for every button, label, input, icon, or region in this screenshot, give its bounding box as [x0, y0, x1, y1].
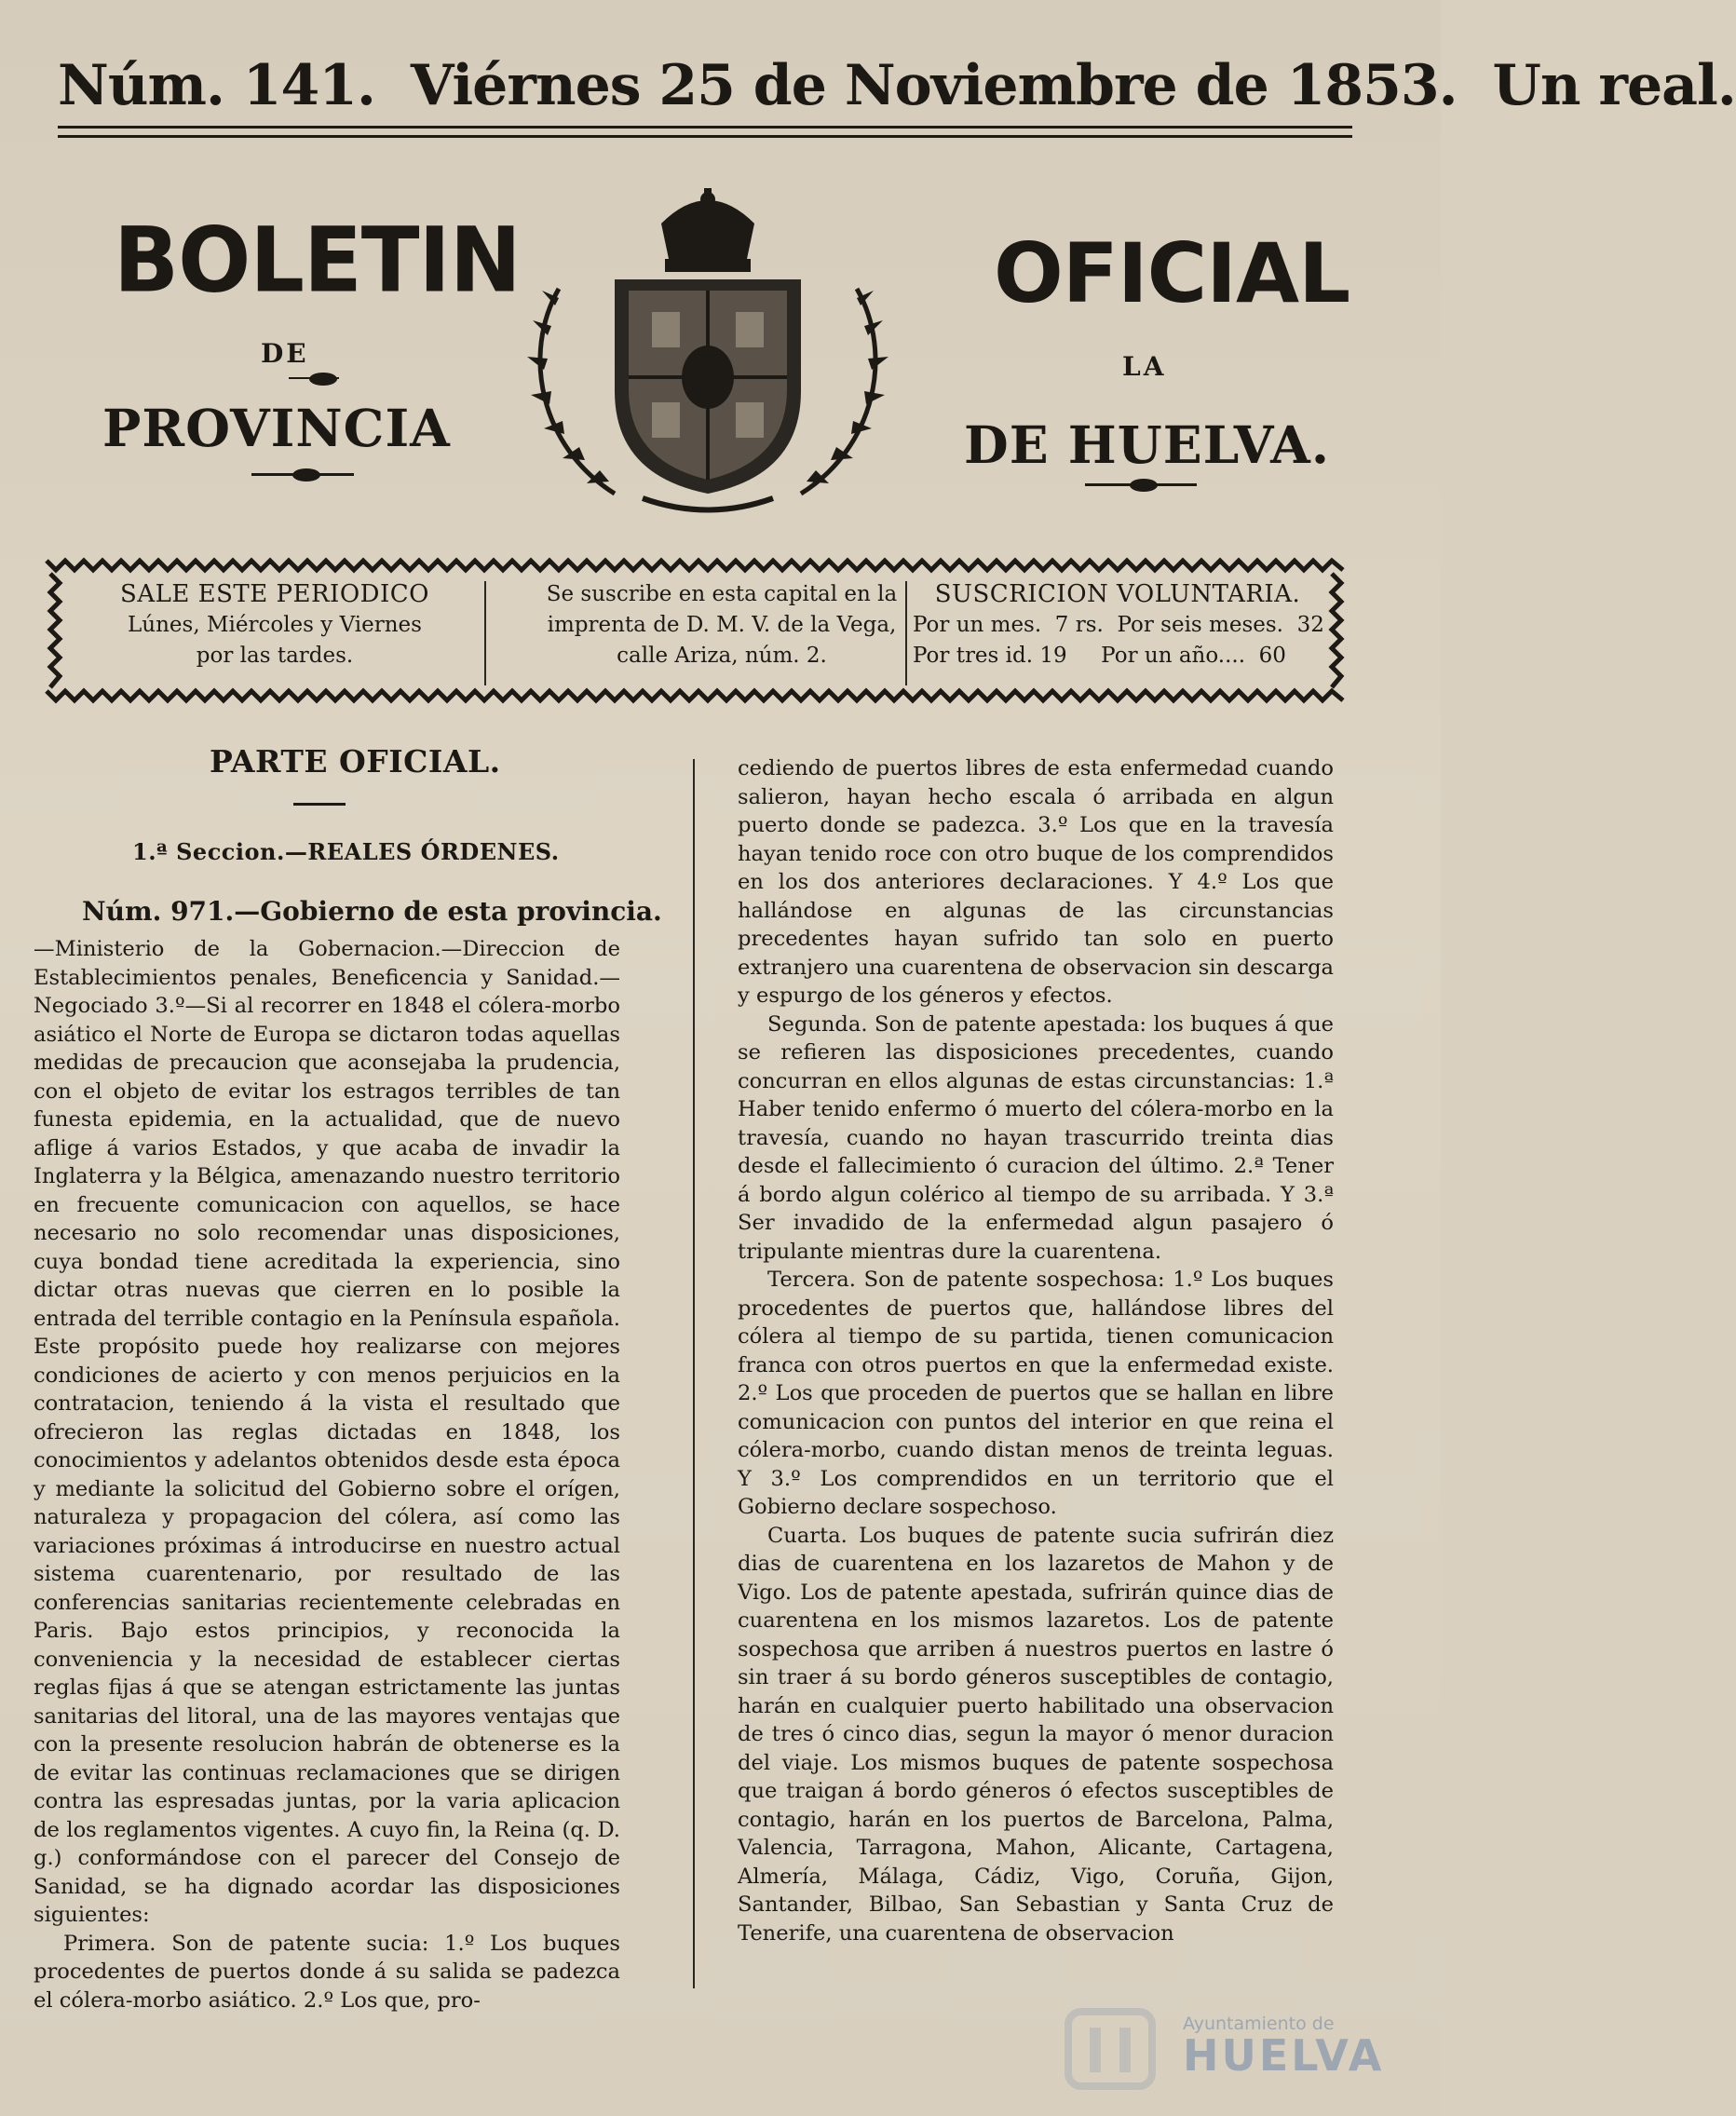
paragraph: Segunda. Son de patente apestada: los buques á que se refieren las disposiciones precedentes, cuando concurran en ellos algunas de estas circunstancias: 1.ª Haber tenido enfermo ó muerto del cólera-morbo en la travesía, cuando no hayan trascurrido treinta dias desde el fallecimiento ó curacion del último. 2.ª Tener á bordo algun colérico al tiempo de su arribada. Y 3.ª Ser invadido de la enfermedad algun pasajero ó tripulante mientras dure la cuarentena.	[738, 1011, 1334, 1264]
column-divider	[693, 759, 695, 1988]
decorative-border	[47, 557, 1343, 574]
decorative-border	[1328, 574, 1343, 687]
watermark: Ayuntamiento de HUELVA	[1183, 2014, 1385, 2081]
subscription-location: Se suscribe en esta capital en la imprenta de D. M. V. de la Vega, calle Ariza, núm. 2.	[546, 582, 898, 668]
order-number: Núm. 971.—Gobierno de esta provincia.	[82, 896, 662, 927]
section-title: PARTE OFICIAL.	[210, 743, 501, 780]
royal-crest-icon	[503, 186, 913, 522]
issue-number: Núm. 141.	[58, 53, 375, 118]
paragraph: —Ministerio de la Gobernacion.—Direccion de Establecimientos penales, Beneficencia y Sanidad.— Negociado 3.º—Si al recorrer en 1848 el cólera-morbo asiático el Norte de Europa se dictaron todas aquellas medidas de precaucion que aconsejaba la prudencia, con el objeto de evitar los estragos terribles de tan funesta epidemia, en la actualidad, que de nuevo aflige á varios Estados, y que acaba de invadir la Inglaterra y la Bélgica, amenazando nuestro territorio en frecuente comunicacion con aquellos, se hace necesario no solo recomendar unas disposiciones, cuya bondad tiene acreditada la experiencia, sino dictar otras nuevas que cierren en lo posible la entrada del terrible contagio en la Península española. Este propósito puede hoy realizarse con mejores condiciones de acierto y con menos perjuicios en la contratacion, teniendo á la vista el resultado que ofrecieron las reglas dictadas en 1848, los conocimientos y adelantos obtenidos desde esta época y mediante la solicitud del Gobierno sobre el orígen, naturaleza y propagacion del cólera, así como las variaciones próximas á introducirse en nuestro actual sistema cuarentenario, por resultado de las conferencias sanitarias recientemente celebradas en Paris. Bajo estos principios, y reconocida la conveniencia y la necesidad de establecer ciertas reglas fijas á que se atengan estrictamente las juntas sanitarias del litoral, una de las mayores ventajas que con la presente resolucion habrán de obtenerse es la de evitar las continuas reclamaciones que se dirigen contra las espresadas juntas, por la varia aplicacion de los reglamentos vigentes. A cuyo fin, la Reina (q. D. g.) conformándose con el parecer del Consejo de Sanidad, se ha dignado acordar las disposiciones siguientes:	[34, 937, 620, 1927]
masthead-de: DE	[261, 338, 309, 369]
subscription-prices: SUSCRICION VOLUNTARIA. Por un mes. 7 rs. Por seis meses. 32 Por tres id. 19 Por un año.... 60	[913, 580, 1324, 668]
publication-schedule: SALE ESTE PERIODICO Lúnes, Miércoles y Viernes por las tardes.	[120, 580, 429, 668]
paragraph: Primera. Son de patente sucia: 1.º Los buques procedentes de puertos donde á su salida se padezca el cólera-morbo asiático. 2.º Los que, pro-	[34, 1931, 620, 2013]
paragraph: Cuarta. Los buques de patente sucia sufrirán diez dias de cuarentena en los lazaretos de Mahon y de Vigo. Los de patente apestada, sufrirán quince dias de cuarentena en los mismos lazaretos. Los de patente sospechosa que arriben á nuestros puertos en lastre ó sin traer á su bordo géneros susceptibles de contagio, harán en cualquier puerto habilitado una observacion de tres ó cinco dias, segun la mayor ó menor duracion del viaje. Los mismos buques de patente sospechosa que traigan á bordo géneros ó efectos susceptibles de contagio, harán en los puertos de Barcelona, Palma, Valencia, Tarragona, Mahon, Alicante, Cartagena, Almería, Málaga, Cádiz, Vigo, Coruña, Gijon, Santander, Bilbao, San Sebastian y Santa Cruz de Tenerife, una cuarentena de observacion	[738, 1523, 1334, 1946]
decorative-border	[47, 574, 61, 687]
header-rule	[58, 126, 1352, 129]
ornament	[1085, 483, 1197, 486]
section-subtitle: 1.ª Seccion.—REALES ÓRDENES.	[132, 838, 560, 865]
decorative-border	[47, 687, 1343, 704]
issue-date: Viérnes 25 de Noviembre de 1853.	[410, 53, 1458, 118]
paragraph: Tercera. Son de patente sospechosa: 1.º Los buques procedentes de puertos que, hallándose libres del cólera al tiempo de su partida, tienen comunicacion franca con otros puertos en que la enfermedad existe. 2.º Los que proceden de puertos que se hallan en libre comunicacion con puntos del interior en que reina el cólera-morbo, cuando distan menos de treinta leguas. Y 3.º Los comprendidos en un territorio que el Gobierno declare sospechoso.	[738, 1268, 1334, 1519]
info-box	[47, 557, 1343, 704]
issue-price: Un real.	[1492, 53, 1736, 118]
header-rule	[58, 135, 1352, 138]
column-divider	[905, 581, 907, 685]
masthead-huelva: DE HUELVA.	[964, 414, 1330, 475]
masthead-oficial: OFICIAL	[994, 225, 1350, 321]
masthead-la: LA	[1122, 351, 1167, 382]
ornament	[293, 803, 346, 806]
masthead-provincia: PROVINCIA	[102, 398, 451, 458]
left-column	[34, 935, 620, 2014]
issue-header	[58, 53, 1736, 118]
ornament	[289, 377, 339, 379]
right-column	[738, 754, 1334, 1947]
ornament	[251, 473, 354, 476]
paragraph: cediendo de puertos libres de esta enfermedad cuando salieron, hayan hecho escala ó arribada en algun puerto donde se padezca. 3.º Los que en la travesía hayan tenido roce con otro buque de los comprendidos en los dos anteriores declaraciones. Y 4.º Los que hallándose en algunas de las circunstancias precedentes hayan sufrido tan solo en puerto extranjero una cuarentena de observacion sin descarga y espurgo de los géneros y efectos.	[738, 756, 1334, 1008]
masthead-boletin: BOLETIN	[114, 208, 521, 313]
column-divider	[484, 581, 486, 685]
